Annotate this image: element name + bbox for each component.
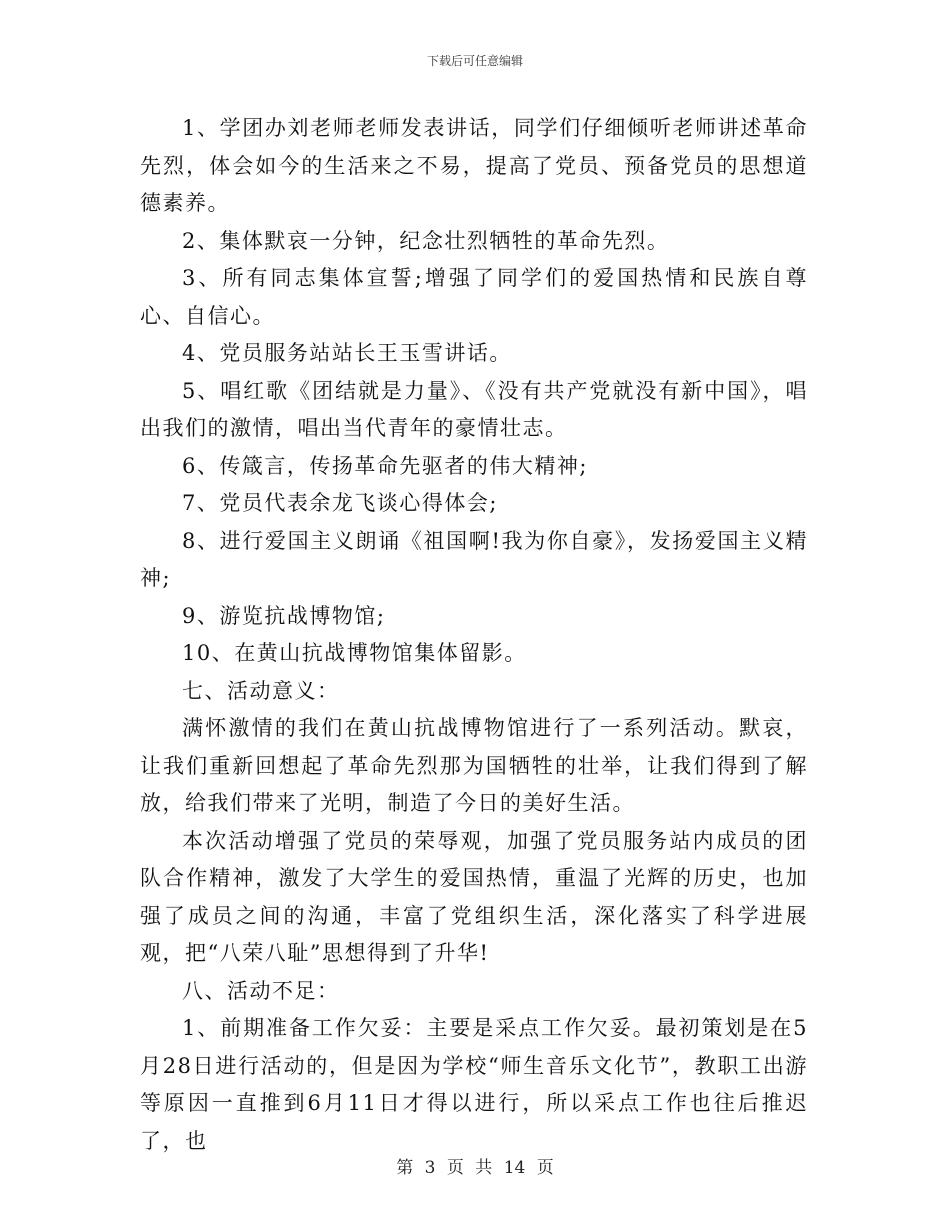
section-heading-shortcomings: 八、活动不足： bbox=[182, 978, 340, 1003]
list-item-preparation: 1、前期准备工作欠妥：主要是采点工作欠妥。最初策划是在5月28日进行活动的，但是因为学校“师生音乐文化节”，教职工出游等原因一直推到6月11日才得以进行，所以采点工作也往后推迟了，也 bbox=[140, 1016, 808, 1153]
list-item-motto: 6、传箴言，传扬革命先驱者的伟大精神; bbox=[182, 453, 588, 478]
list-item-leader-speech: 4、党员服务站站长王玉雪讲话。 bbox=[182, 341, 512, 365]
paragraph-significance-2: 本次活动增强了党员的荣辱观，加强了党员服务站内成员的团队合作精神，激发了大学生的爱国热情，重温了光辉的历史，也加强了成员之间的沟通，丰富了党组织生活，深化落实了科学进展观，把“八荣八耻”思想得到了升华! bbox=[140, 828, 808, 965]
section-heading-significance: 七、活动意义： bbox=[182, 678, 340, 703]
document-body bbox=[140, 110, 808, 1160]
list-item-speech: 1、学团办刘老师老师发表讲话，同学们仔细倾听老师讲述革命先烈，体会如今的生活来之不易，提高了党员、预备党员的思想道德素养。 bbox=[140, 116, 808, 215]
list-item-red-songs: 5、唱红歌《团结就是力量》、《没有共产党就没有新中国》，唱出我们的激情，唱出当代青年的豪情壮志。 bbox=[140, 378, 808, 440]
page-footer: 第 3 页 共 14 页 bbox=[396, 1158, 554, 1178]
list-item-museum-tour: 9、游览抗战博物馆; bbox=[182, 603, 386, 628]
list-item-representative: 7、党员代表余龙飞谈心得体会; bbox=[182, 491, 498, 515]
list-item-oath: 3、所有同志集体宣誓;增强了同学们的爱国热情和民族自尊心、自信心。 bbox=[140, 266, 808, 328]
list-item-silence: 2、集体默哀一分钟，纪念壮烈牺牲的革命先烈。 bbox=[182, 228, 670, 253]
paragraph-significance-1: 满怀激情的我们在黄山抗战博物馆进行了一系列活动。默哀，让我们重新回想起了革命先烈那为国牺牲的壮举，让我们得到了解放，给我们带来了光明，制造了今日的美好生活。 bbox=[140, 716, 808, 815]
list-item-recitation: 8、进行爱国主义朗诵《祖国啊!我为你自豪》，发扬爱国主义精神; bbox=[140, 528, 808, 590]
page-header: 下载后可任意编辑 bbox=[426, 54, 523, 68]
list-item-group-photo: 10、在黄山抗战博物馆集体留影。 bbox=[182, 641, 527, 665]
